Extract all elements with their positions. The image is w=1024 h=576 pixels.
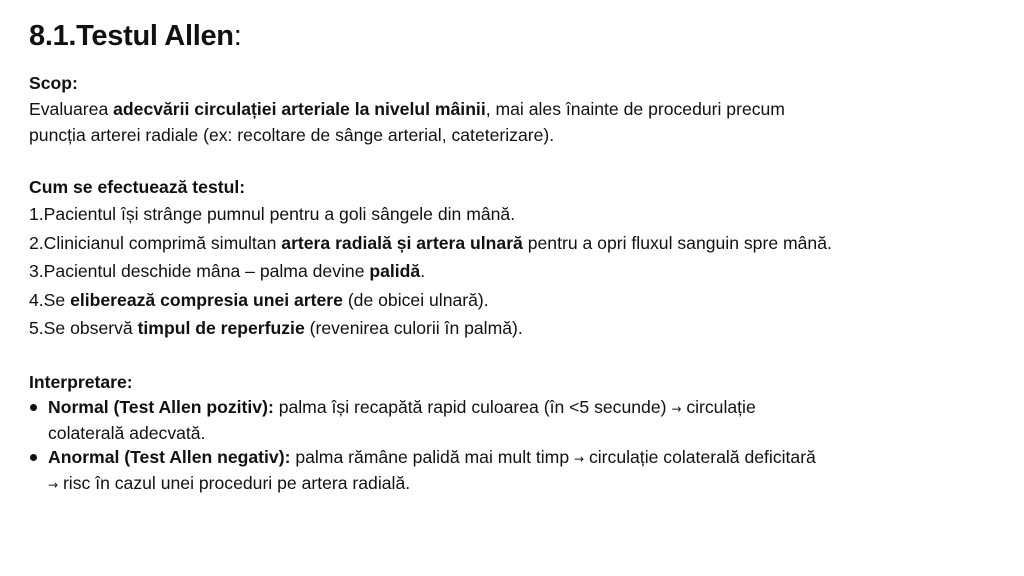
- interpretation-item-abnormal-line-1: [48, 445, 1014, 471]
- step-3-pre: 3.Pacientul deschide mâna – palma devine: [29, 261, 370, 281]
- scope-line-1-post: , mai ales înainte de proceduri precum: [485, 99, 785, 119]
- procedure-step-2: [29, 229, 1014, 258]
- normal-text-2: circulație: [681, 396, 756, 417]
- scope-line-1: [29, 96, 1014, 122]
- interpretation-item-normal-line-1: [48, 395, 1014, 421]
- interpretation-item-normal: [29, 395, 1014, 445]
- procedure-step-1: [29, 200, 1014, 229]
- step-5-pre: 5.Se observă: [29, 318, 138, 338]
- step-5-post: (revenirea culorii în palmă).: [304, 318, 523, 338]
- step-4-post: (de obicei ulnară).: [342, 289, 489, 310]
- procedure-step-4: [29, 286, 1014, 315]
- scope-line-1-bold: adecvării circulației arteriale la nivelul mâinii: [113, 99, 486, 119]
- abnormal-text-2: circulație colaterală deficitară: [584, 446, 816, 467]
- step-5-bold: timpul de reperfuzie: [137, 318, 305, 338]
- scope-line-1-pre: Evaluarea: [29, 99, 114, 119]
- scope-heading: Scop:: [29, 73, 78, 93]
- procedure-step-5: [29, 314, 1014, 343]
- step-4-pre: 4.Se: [29, 289, 71, 310]
- abnormal-text-1: palma rămâne palidă mai mult timp: [290, 446, 575, 467]
- slide-title: [29, 18, 241, 54]
- step-4-bold: eliberează compresia unei artere: [70, 289, 343, 310]
- procedure-heading: Cum se efectuează testul:: [29, 177, 246, 197]
- spacer: [29, 343, 1014, 369]
- bullet-dot-icon: [30, 404, 37, 411]
- bullet-dot-icon: [30, 454, 37, 461]
- slide-title-colon: :: [233, 20, 242, 52]
- slide-body: [29, 70, 1014, 497]
- abnormal-label: Anormal (Test Allen negativ):: [48, 446, 291, 467]
- interpretation-item-abnormal-line-2: [48, 471, 1014, 497]
- step-3-bold: palidă: [369, 261, 421, 281]
- abnormal-line-2: risc în cazul unei proceduri pe artera radială.: [58, 472, 411, 493]
- spacer: [29, 148, 1014, 174]
- interpretation-item-abnormal: [29, 445, 1014, 497]
- normal-label: Normal (Test Allen pozitiv):: [48, 396, 274, 417]
- arrow-right-icon: →: [48, 477, 59, 492]
- arrow-right-icon: →: [574, 451, 585, 466]
- normal-text-1: palma își recapătă rapid culoarea (în <5 secunde): [273, 396, 672, 417]
- interpretation-list: [29, 395, 1014, 497]
- step-1-pre: 1.Pacientul își strânge pumnul pentru a goli sângele din mână.: [29, 204, 516, 224]
- interpretation-heading: Interpretare:: [29, 371, 133, 392]
- step-2-bold: artera radială și artera ulnară: [281, 232, 523, 253]
- normal-line-2: colaterală adecvată.: [48, 422, 206, 443]
- procedure-step-3: [29, 257, 1014, 286]
- step-3-post: .: [420, 261, 426, 281]
- procedure-steps: [29, 200, 1014, 343]
- interpretation-item-normal-line-2: [48, 421, 1014, 445]
- slide-title-text: 8.1.Testul Allen: [29, 20, 234, 52]
- arrow-right-icon: →: [671, 401, 682, 416]
- step-2-pre: 2.Clinicianul comprimă simultan: [29, 232, 282, 253]
- scope-line-2: puncția arterei radiale (ex: recoltare de sânge arterial, cateterizare).: [29, 125, 555, 145]
- step-2-post: pentru a opri fluxul sanguin spre mână.: [522, 232, 832, 253]
